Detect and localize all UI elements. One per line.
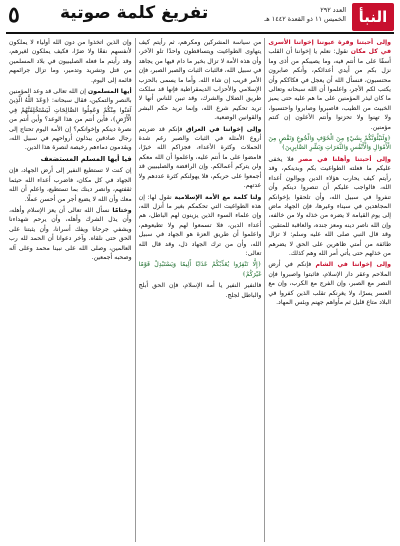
- paragraph-text: إن كنت لا تستطيع النفير إلى أرض الجهاد، فإن الجهاد في كل مكان، فاضرب أعداء الله حيثما ثقفتهم، وانصر دينك بما تستطيع، واعلم أن الله معك وأن الله لا يضيع أجر من أحسن عملًا.: [8, 167, 132, 203]
- paragraph-lead: أيها المسلمون: [87, 88, 132, 96]
- paragraph-text: وإن الذين اتخذوا من دون الله أولياء لا يملكون لأنفسهم نفعًا ولا ضرًا، فكيف يملكون لغيرهم، وقد رأيتم ما فعله الصليبيون في بلاد المسلمين من قتل وتشريد وتدمير، وما تزال جرائمهم قائمة إلى اليوم.: [8, 39, 132, 84]
- paragraph-lead: وإلى أحبتنا وأهلنا في مصر: [298, 155, 392, 163]
- paragraph-lead: وإلى أحبتنا وقرة عيوننا إخواننا الأسرى في كل مكان: [268, 39, 392, 56]
- page-header: [0, 0, 400, 36]
- paragraph-text: فإنكم في أرض الملاحم وعقر دار الإسلام، فاثبتوا واصبروا فإن النصر مع الصبر، وإن الفرج مع الكرب، وإن مع العسر يسرًا، ولا يغرنكم تقلب الذين كفروا في البلاد متاع قليل ثم مأواهم جهنم وبئس المهاد.: [268, 261, 391, 306]
- paragraph-text: نقول لها: إن هذه الطواغيت التي تحكمكم بغير ما أنزل الله، وإن علماء السوء الذين يزينون لهم الباطل، هم أعداء الدين، فلا تسمعوا لهم ولا تطيعوهم، واعلموا أن طريق العزة هو الجهاد في سبيل الله، وأن من ترك الجهاد ذل، وقد قال الله تعالى:: [138, 193, 262, 257]
- header-divider: [6, 32, 394, 34]
- paragraph-text: نقول: نعلم يا إخواننا أن القلب أسفًا على ما أنتم فيه، وما يصيبكم من أذى وما نزل بكم من أيدي أعدائكم، وأنكم صابرون محتسبون، فنسأل الله أن يعجل في فكاككم وأن يكتب لكم الأجر، واعلموا أن الله سبحانه وتعالى ما كان ليذر المؤمنين على ما هم عليه حتى يميز الخبيث من الطيب، فاصبروا وصابروا واحتسبوا، ولا تهنوا ولا تحزنوا وأنتم الأعلون إن كنتم مؤمنين.: [268, 48, 391, 131]
- paragraph-text: إن الله تعالى قد وعد المؤمنين بالنصر والتمكين، فقال سبحانه: ﴿وَعَدَ اللَّهُ الَّذِينَ آمَنُوا مِنْكُمْ وَعَمِلُوا الصَّالِحَاتِ لَيَسْتَخْلِفَنَّهُمْ فِي الْأَرْضِ﴾، فأين أنتم من هذا الوعد؟ وأين أنتم من نصرة دينكم وإخوانكم؟ إن الأمة اليوم تحتاج إلى رجال صادقين يبذلون أرواحهم في سبيل الله، ويقدمون دماءهم رخيصة لنصرة هذا الدين.: [8, 88, 132, 152]
- subheading: فيا أيها المسلم المستضعف: [40, 154, 132, 163]
- paragraph-text: فإنكم قد ضربتم أروع الأمثلة في الثبات والصبر رغم شدة الحملات وكثرة الأعداء، فجزاكم الله خيرًا، فامضوا على ما أنتم عليه، واعلموا أن الله معكم ولن يتركم أعمالكم. وإن الرافضة والصليبيين قد أجمعوا على حربكم، فلا يهولنكم كثرة عددهم ولا عدتهم.: [138, 125, 262, 190]
- quran-verse: ﴿إِلَّا تَنْفِرُوا يُعَذِّبْكُمْ عَذَابًا أَلِيمًا وَيَسْتَبْدِلْ قَوْمًا غَيْرَكُمْ﴾: [138, 261, 262, 278]
- paragraph-lead: ولنا كلمة مع الأمة الإسلامية: [174, 193, 262, 201]
- column-middle: [136, 38, 265, 542]
- issue-info: [250, 6, 346, 24]
- paragraph-text: فالنفير النفير يا أمة الإسلام، فإن الحق أبلج والباطل لجلج.: [138, 282, 262, 299]
- section-title: تفريغ كلمة صوتية: [60, 3, 209, 23]
- issue-date: الخميس ١١ ذو القعدة ١٤٤٢ هـ: [264, 15, 346, 23]
- paragraph-lead: وختامًا: [112, 206, 132, 214]
- publication-logo: النبأ: [352, 3, 394, 31]
- quran-verse: ﴿وَلَنَبْلُوَنَّكُمْ بِشَيْءٍ مِنَ الْخَوْفِ وَالْجُوعِ وَنَقْصٍ مِنَ الْأَمْوَالِ وَالْأَنْفُسِ وَالثَّمَرَاتِ وَبَشِّرِ الصَّابِرِينَ﴾: [268, 135, 391, 152]
- article-columns: [6, 38, 394, 542]
- paragraph-text: نسأل الله تعالى أن يعز الإسلام وأهله، وأن يذل الشرك وأهله، وأن يرحم شهداءنا ويشفي جرحانا ويفك أسرانا، وأن يثبتنا على الحق حتى نلقاه. وآخر دعوانا أن الحمد لله رب العالمين، وصلى الله على نبينا محمد وعلى آله وصحبه أجمعين.: [8, 206, 132, 261]
- column-right: [265, 38, 394, 542]
- paragraph-lead: وإلى إخواننا في العراق: [186, 125, 262, 133]
- issue-number: العدد ٢٩٢: [320, 6, 346, 14]
- paragraph-lead: وإلى إخواننا في الشام: [315, 261, 391, 269]
- column-left: [6, 38, 135, 542]
- paragraph-text: فلا يخفى عليكم ما فعلته الطواغيت بكم وبدينكم، وقد رأيتم كيف يحارب هؤلاء الدين ويوالون أعداء الله، فالواجب عليكم أن تنصروا دينكم وأن تنفروا في سبيل الله، وأن تلحقوا بإخوانكم المجاهدين في سيناء وغيرها، فإن الجهاد ماض إلى يوم القيامة لا يضره من خذله ولا من خالفه، وإن الله ناصر دينه ومعز جنده، والعاقبة للمتقين. وقد قال النبي صلى الله عليه وسلم: لا تزال طائفة من أمتي ظاهرين على الحق لا يضرهم من خذلهم حتى يأتي أمر الله وهم كذلك.: [268, 155, 391, 257]
- page-number: ٥: [8, 2, 20, 28]
- paragraph-text: من سياسة المشركين ومكرهم، ثم رأيتم كيف يتهاوى الطواغيت ويتساقطون واحدًا تلو الآخر، وأن هذه الأمة لا تزال بخير ما دام فيها من يجاهد في سبيل الله، فالثبات الثبات والصبر الصبر، فإن الأمر قريب إن شاء الله. وأما ما يسمى بالحزب الإسلامي والأحزاب الديمقراطية فإنها قد سلكت طريق الضلال والشرك، وقد تبين للناس أنها لا تريد تحكيم شرع الله، وإنما تريد حكم البشر والقوانين الوضعية.: [138, 39, 262, 122]
